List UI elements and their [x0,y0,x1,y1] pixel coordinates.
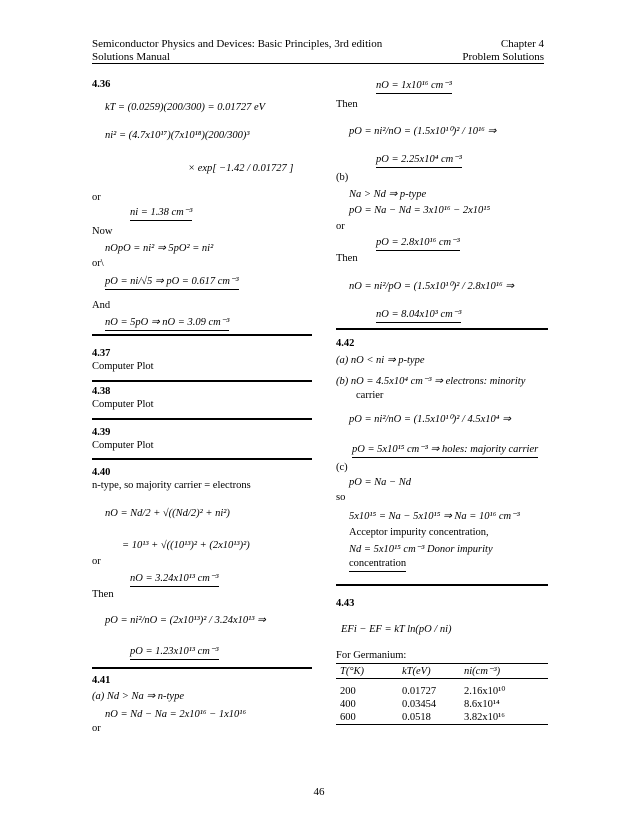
equation-po: pO = ni²/nO = (2x10¹³)² / 3.24x10¹³ ⇒ [105,615,266,626]
text-germanium: For Germanium: [336,650,407,661]
text-or: or\ [92,258,104,269]
problem-number: 4.40 [92,467,111,478]
result-po: pO = 2.8x10¹⁶ cm⁻³ [376,236,460,251]
equation-po: pO = Na − Nd [349,477,412,488]
table-header-row [336,664,548,679]
text-now: Now [92,226,113,237]
page-number: 46 [313,786,325,798]
table-header: kT(eV) [402,665,431,677]
table-cell: 0.0518 [402,712,431,723]
table-row [336,711,548,725]
problem-number: 4.39 [92,427,111,438]
header-title: Semiconductor Physics and Devices: Basic Principles, 3rd edition [92,38,383,50]
table-cell: 200 [340,685,356,697]
problem-number: 4.37 [92,348,111,359]
text-computer-plot: Computer Plot [92,361,154,372]
result-po: pO = ni/√5 ⇒ pO = 0.617 cm⁻³ [105,275,239,290]
equation-no-values: = 10¹³ + √((10¹³)² + (2x10¹³)²) [122,540,250,551]
table-cell: 3.82x10¹⁶ [464,712,505,723]
result-no: nO = 5pO ⇒ nO = 3.09 cm⁻³ [105,316,229,331]
section-divider [336,584,548,586]
text-computer-plot: Computer Plot [92,440,154,451]
equation-po: pO = Na − Nd = 3x10¹⁶ − 2x10¹⁵ [349,205,491,216]
problem-number: 4.42 [336,338,355,349]
text-or: or [336,221,345,232]
text-then: Then [92,589,114,600]
text-or: or [92,723,101,734]
text-computer-plot: Computer Plot [92,399,154,410]
problem-number: 4.38 [92,386,111,397]
text-part-a: (a) nO < ni ⇒ p-type [336,355,425,366]
text-part-a: (a) Nd > Na ⇒ n-type [92,691,184,702]
data-table [336,663,548,725]
result-po: pO = 1.23x10¹³ cm⁻³ [130,645,219,660]
text-and: And [92,300,111,311]
equation-efi: EFi − EF = kT ln(pO / ni) [341,624,452,635]
equation-ni2: ni² = (4.7x10¹⁷)(7x10¹⁸)(200/300)³ [105,130,250,141]
header-chapter: Chapter 4 [500,38,544,50]
result-po: pO = 5x10¹⁵ cm⁻³ ⇒ holes: majority carrier [352,443,538,458]
table-header: ni(cm⁻³) [464,666,501,677]
text-part-b: (b) [336,172,349,183]
equation-po: pO = ni²/nO = (1.5x10¹⁰)² / 4.5x10⁴ ⇒ [349,414,511,425]
text-or: or [92,556,101,567]
problem-number: 4.43 [336,598,355,609]
table-cell: 0.01727 [402,685,437,697]
text-then: Then [336,253,358,264]
equation-kt: kT = (0.0259)(200/300) = 0.01727 eV [105,102,266,113]
result-no: nO = 8.04x10³ cm⁻³ [376,308,461,323]
equation-no: nO = Nd − Na = 2x10¹⁶ − 1x10¹⁶ [105,709,247,720]
text-acceptor: Acceptor impurity concentration, [349,527,489,538]
header-manual: Solutions Manual [92,51,170,63]
equation-type: Na > Nd ⇒ p-type [349,189,427,200]
result-no: nO = 3.24x10¹³ cm⁻³ [130,572,219,587]
table-cell: 8.6x10¹⁴ [464,699,500,710]
header-rule [92,63,544,64]
section-divider [92,334,312,336]
equation-na: 5x10¹⁵ = Na − 5x10¹⁵ ⇒ Na = 10¹⁶ cm⁻³ [349,511,520,522]
result-no: nO = 1x10¹⁶ cm⁻³ [376,79,452,94]
equation-no: nO = Nd/2 + √((Nd/2)² + ni²) [105,508,230,519]
text-then: Then [336,99,358,110]
header-problem-solutions: Problem Solutions [462,51,544,63]
problem-number: 4.41 [92,675,111,686]
text-or: or [92,192,101,203]
table-cell: 2.16x10¹⁰ [464,686,506,697]
problem-number: 4.36 [92,79,111,90]
text-concentration: concentration [349,558,406,572]
text-carrier: carrier [356,390,384,401]
equation-nopo: nOpO = ni² ⇒ 5pO² = ni² [105,243,214,254]
table-cell: 400 [340,699,356,710]
section-divider [336,328,548,330]
equation-exp: × exp[ −1.42 / 0.01727 ] [188,163,294,174]
section-divider [92,458,312,460]
text-part-c: (c) [336,462,348,473]
result-po: pO = 2.25x10⁴ cm⁻³ [376,153,462,168]
text-ntype: n-type, so majority carrier = electrons [92,480,251,491]
equation-nd: Nd = 5x10¹⁵ cm⁻³ Donor impurity [349,544,493,555]
equation-po: pO = ni²/nO = (1.5x10¹⁰)² / 10¹⁶ ⇒ [349,126,497,137]
result-ni: ni = 1.38 cm⁻³ [130,206,192,221]
text-so: so [336,492,346,503]
section-divider [92,418,312,420]
table-row [336,679,548,699]
table-cell: 600 [340,712,356,723]
section-divider [92,380,312,382]
section-divider [92,667,312,669]
equation-no: nO = ni²/pO = (1.5x10¹⁰)² / 2.8x10¹⁶ ⇒ [349,281,515,292]
table-header: T(°K) [340,665,365,677]
table-row [336,698,548,711]
table-cell: 0.03454 [402,699,437,710]
text-part-b: (b) nO = 4.5x10⁴ cm⁻³ ⇒ electrons: minority [336,376,526,387]
